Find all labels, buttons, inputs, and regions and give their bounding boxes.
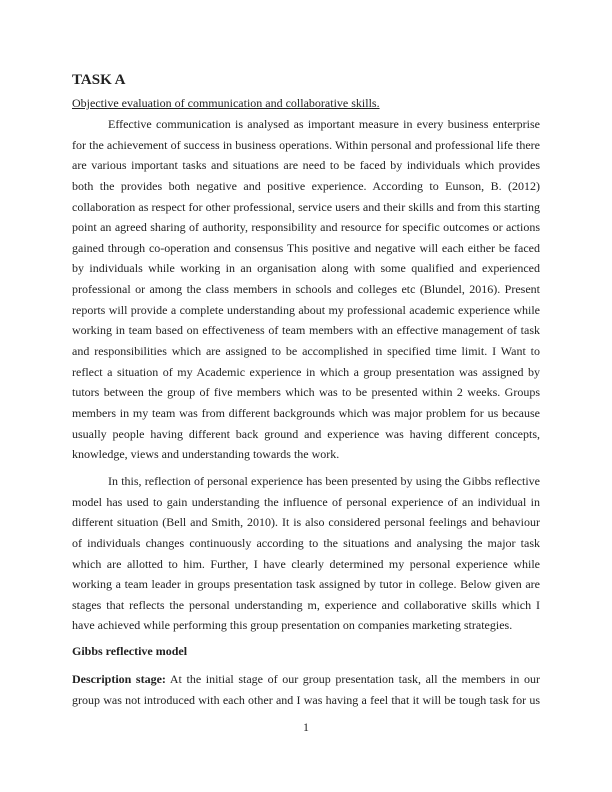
text-line: collaboration as respect for other professional, service users and their skills and from this starting — [72, 199, 540, 214]
description-paragraph — [72, 669, 540, 710]
gibbs-heading: Gibbs reflective model — [72, 644, 188, 658]
description-line-2: group was not introduced with each other and I was having a feel that it will be tough task for us — [72, 692, 540, 707]
description-label: Description stage: — [72, 672, 166, 686]
text-line: which are allotted to him. Further, I have clearly determined my personal experience while — [72, 556, 540, 571]
text-line: both the provides both negative and positive experience. According to Eunson, B. (2012) — [72, 178, 540, 193]
text-line: members in my team was from different backgrounds which was major problem for us because — [72, 405, 540, 420]
text-line: are various important tasks and situations are need to be faced by individuals which provides — [72, 158, 540, 173]
text-line: by individuals while working in an organisation along with some qualified and experienced — [72, 261, 540, 276]
description-line-1: At the initial stage of our group presentation task, all the members in our — [169, 672, 540, 686]
text-line: model has used to gain understanding the influence of personal experience of an individual in — [72, 494, 540, 509]
paragraph-2 — [72, 471, 540, 636]
paragraph-1 — [72, 114, 540, 465]
text-line: working in team based on effectiveness of team members with an effective management of task — [72, 323, 540, 338]
text-line: reports will provide a complete understanding about my professional academic experience while — [72, 302, 540, 317]
page-number: 1 — [303, 720, 309, 734]
text-line: stages that reflects the personal understanding m, experience and collaborative skills which I — [72, 597, 540, 612]
section-subtitle: Objective evaluation of communication and collaborative skills. — [72, 96, 380, 110]
text-line: usually people having different back ground and experience was having different concepts, — [72, 426, 540, 441]
text-line: of individuals changes continuously according to the situations and analysing the major task — [72, 535, 540, 550]
text-line: gained through co-operation and consensus This positive and negative will each either be faced — [72, 240, 540, 255]
text-line: working a team leader in groups presentation task assigned by tutor in college. Below given are — [72, 577, 540, 592]
text-line: point an agreed sharing of authority, responsibility and resource for specific outcomes or actions — [72, 220, 540, 235]
text-line: and responsibilities which are assigned to be accomplished in specified time limit. I Want to — [72, 344, 540, 359]
text-line: reflect a situation of my Academic experience in which a group presentation was assigned by — [72, 364, 540, 379]
text-line: Effective communication is analysed as important measure in every business enterprise — [108, 117, 540, 131]
text-line: tutors between the group of five members which was to be presented within 2 weeks. Groups — [72, 385, 540, 400]
task-title: TASK A — [72, 72, 126, 88]
text-line: have achieved while performing this group presentation on companies marketing strategies. — [72, 618, 513, 633]
text-line: professional or among the class members in schools and colleges etc (Blundel, 2016). Present — [72, 282, 540, 297]
text-line: In this, reflection of personal experience has been presented by using the Gibbs reflective — [108, 474, 540, 488]
text-line: knowledge, views and understanding towards the work. — [72, 447, 340, 462]
text-line: different situation (Bell and Smith, 2010). It is also considered personal feelings and behaviour — [72, 515, 540, 530]
text-line: for the achievement of success in business operations. Within personal and professional life there — [72, 137, 540, 152]
